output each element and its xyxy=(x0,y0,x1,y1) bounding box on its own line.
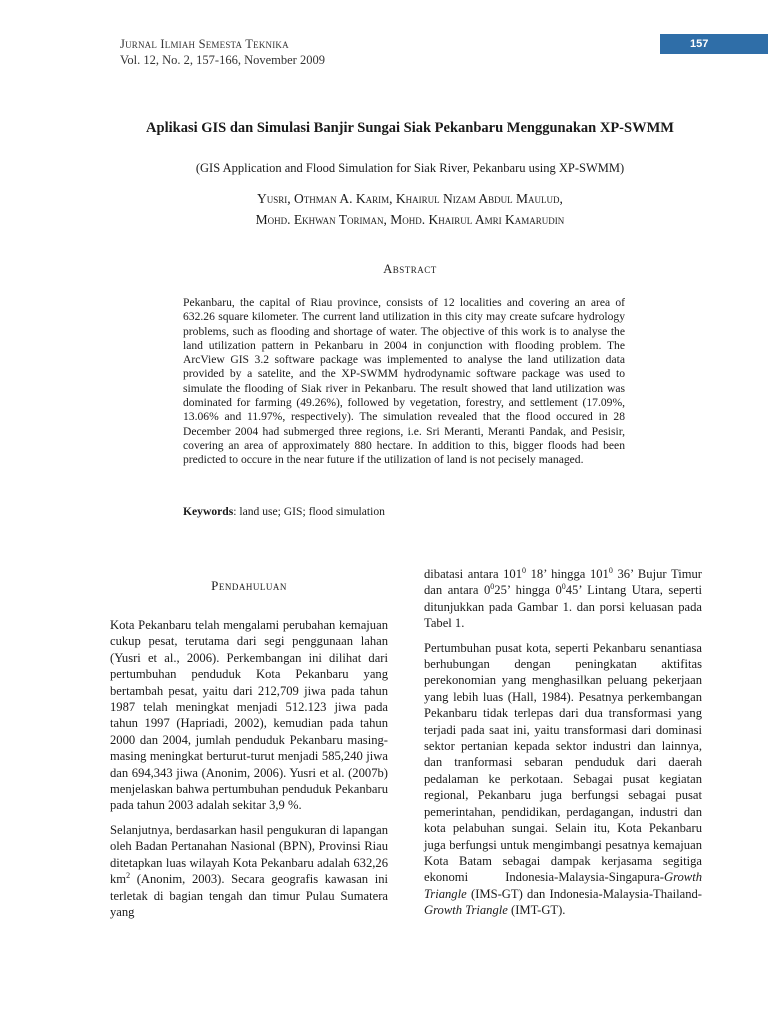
text-run: 36’ Bujur Timur dan antara 0 xyxy=(424,567,703,598)
journal-header xyxy=(120,36,325,68)
keywords-line xyxy=(183,505,385,518)
abstract-text: Pekanbaru, the capital of Riau province, consists of 12 localities and covering an area of 632.26 square kilometer. The current land utilization in this city may create sufcare hydrology problems, such as flooding and shortage of water. The objective of this work is to analyse the land utilization pattern in Pekanbaru in 2004 in conjunction with flooding problem. The ArcView GIS 3.2 software package was implemented to analyse the land utilization data provided by a satelite, and the XP-SWMM hydrodynamic software package was used to simulate the flooding of Siak river in Pekanbaru. The result showed that land utilization was dominated for farming (49.26%), followed by vegetation, forestry, and settlement (17.09%, 13.06% and 11.97%, respectively). The simulation revealed that the flood occured in 28 December 2004 had submerged three regions, i.e. Sri Meranti, Meranti Pandak, and Pesisir, covering an area of approximately 880 hectare. In addition to this, bigger floods had been predicted to occure in the near future if the utilization of land is not pecisely managed. xyxy=(183,296,625,467)
abstract-heading: Abstract xyxy=(383,262,437,276)
italic-term: Growth Triangle xyxy=(424,870,702,901)
page-number-badge xyxy=(660,34,768,54)
paper-title: Aplikasi GIS dan Simulasi Banjir Sungai Siak Pekanbaru Menggunakan XP-SWMM xyxy=(146,120,674,136)
author-line-2: Mohd. Ekhwan Toriman, Mohd. Khairul Amri Kamarudin xyxy=(255,212,565,227)
text-run: 18’ hingga 101 xyxy=(526,567,609,581)
paragraph xyxy=(424,640,702,919)
superscript: 2 xyxy=(126,870,131,880)
keywords-label: Keywords xyxy=(183,505,234,518)
author-line-1: Yusri, Othman A. Karim, Khairul Nizam Abdul Maulud, xyxy=(257,191,563,206)
paragraph: Kota Pekanbaru telah mengalami perubahan kemajuan cukup pesat, terutama dari segi penggunaan lahan (Yusri et al., 2006). Perkembangan ini dilihat dari pertumbuhan penduduk Kota Pekanbaru yang bertambah pesat, yaitu dari 212,709 jiwa pada tahun 1987 telah meningkat menjadi 512.123 jiwa pada tahun 1997 (Hapriadi, 2002), kemudian pada tahun 2000 dan 2004, jumlah penduduk Pekanbaru masing-masing meningkat berturut-turut menjadi 585,240 jiwa dan 694,343 jiwa (Anonim, 2006). Yusri et al. (2007b) menjelaskan bahwa pertumbuhan penduduk Pekanbaru pada tahun 2003 adalah sekitar 3,9 %. xyxy=(110,618,388,813)
section-heading: Pendahuluan xyxy=(211,578,287,593)
left-column xyxy=(110,617,388,928)
paragraph xyxy=(424,566,702,632)
text-run: dibatasi antara 101 xyxy=(424,567,523,581)
text-run: 25’ hingga 0 xyxy=(494,583,562,598)
text-run: (IMS-GT) dan Indonesia-Malaysia-Thailand- xyxy=(466,886,702,901)
superscript: 0 xyxy=(561,582,566,592)
superscript: 0 xyxy=(490,582,495,592)
text-run: (IMT-GT). xyxy=(507,903,566,918)
text-run: Selanjutnya, berdasarkan hasil pengukuran di lapangan oleh Badan Pertanahan Nasional (BPN), Provinsi Riau ditetapkan luas wilayah Kota Pekanbaru adalah 632,26 km xyxy=(110,822,388,887)
italic-term: Growth Triangle xyxy=(424,903,508,918)
right-column xyxy=(424,566,702,927)
text-run: (Anonim, 2003). Secara geografis kawasan ini terletak di bagian tengah dan timur Pulau Sumatera yang xyxy=(110,872,388,919)
text-run: 45’ Lintang Utara, seperti ditunjukkan pada Gambar 1. dan porsi keluasan pada Tabel 1. xyxy=(424,583,703,631)
superscript: 0 xyxy=(608,565,613,575)
author-list xyxy=(90,188,730,230)
page-number: 157 xyxy=(690,38,709,50)
text-run: Pertumbuhan pusat kota, seperti Pekanbaru senantiasa berhubungan dengan peningkatan aktifitas perekonomian yang menghasilkan peluang pekerjaan yang lebih luas (Hall, 1984). Pesatnya perkembangan Pekanbaru tidak terlepas dari dua transformasi yang terjadi pada saat ini, yaitu transformasi dari dominasi sektor pertanian kepada sektor industri dan lainnya, dan tranformasi sebaran penduduk dari daerah pedalaman ke perkotaan. Sebagai pusat kegiatan regional, Pekanbaru juga berfungsi sebagai pusat pemerintahan, pendidikan, perdagangan, industri dan kota pelabuhan sungai. Selain itu, Kota Pekanbaru juga berfungsi untuk mengimbangi pesatnya kemajuan Kota Batam sebagai dampak kerjasama segitiga ekonomi Indonesia-Malaysia-Singapura- xyxy=(424,640,702,885)
paragraph xyxy=(110,822,388,920)
journal-volume: Vol. 12, No. 2, 157-166, November 2009 xyxy=(120,53,325,67)
paper-subtitle: (GIS Application and Flood Simulation for Siak River, Pekanbaru using XP-SWMM) xyxy=(195,161,625,175)
keywords-list: : land use; GIS; flood simulation xyxy=(233,505,385,518)
journal-name: Jurnal Ilmiah Semesta Teknika xyxy=(120,37,289,51)
superscript: 0 xyxy=(522,565,527,575)
